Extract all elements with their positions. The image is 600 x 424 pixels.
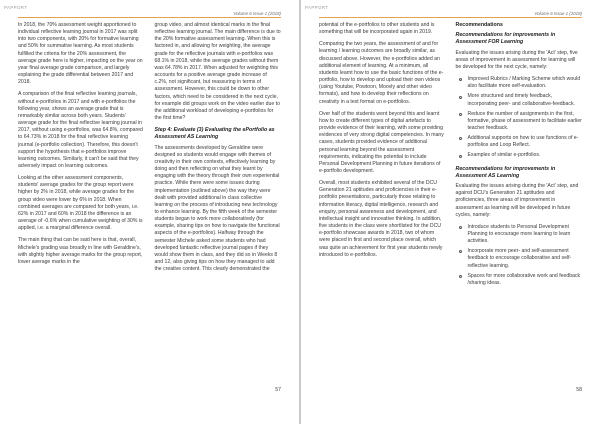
journal-brand: PAPPORT (305, 5, 329, 10)
paragraph: Evaluating the issues arising during the 'Act' step, five areas of improvement in assessment for learning will be developed for the next cycle, namely: (455, 49, 578, 70)
paragraph: The assessments developed by Geraldine were designed so students would engage with themes of creativity in their own contexts, effectively learning by doing and then reflecting on what they learnt by engaging with the theory through their own experiential practice. While there were some issues during implementation (outlined above) the way they were dealt with provided additional in class collective learning on the process of introducing new technology to enhance learning. By the fifth week of the semester students began to work more collaboratively (for example, sharing tips on how to navigate the functional aspects of the e-portfolios). Halfway through the semester Michele asked some students who had developed fantastic reflective journal pages if they would show them in class, and they did so in Weeks 8 and 12, also giving tips on how they managed to add the creative content. This clearly demonstrated the (154, 144, 280, 273)
list-item-text: Spaces for more collaborative work and feedback /sharing ideas. (467, 272, 581, 286)
bullet-circle-icon (459, 250, 462, 253)
recommendation-list-for-learning (456, 76, 583, 160)
paragraph: Comparing the two years, the assessment of and for learning / learning outcomes are broadly similar, as discussed above. However, the e-portfolios added an additional element of learning. At a minimum, all students learnt how to use the basic functions of the e-portfolio, how to develop and upload their own videos (using Youtube, Powtoon, Moovly and other video formats), and how to develop their reflections on creativity in a text format on e-portfolios. (319, 41, 444, 105)
list-item (456, 248, 583, 269)
paragraph: Looking at the other assessment components, students' average grades for the group report were higher by 2% in 2018, while average grades for the group video were lower by 6% in 2018. When combined averages are compared for both years, i.e. 62% in 2017 and 60% in 2018 the difference is an average of -0.6% when cumulative weighting of 30% is applied, i.e. a marginal difference overall. (18, 175, 143, 232)
list-item-text: Reduce the number of assignments in the first, formative, phase of assessment to facilitate earlier teacher feedback. (467, 110, 582, 132)
right-page (301, 0, 600, 424)
paragraph: The main thing that can be said here is that, overall, Michele's grading was broadly in line with Geraldine's, with slightly higher average marks for the group report, lower average marks in the (18, 237, 143, 265)
paragraph: A comparison of the final reflective learning journals, without e-portfolios in 2017 and with e-portfolios the following year, shows an average grade that is remarkably similar across both years. Students' average grade for the final reflective learning journal in 2017, without using e-portfolios, was 64.8%, compared to 64.73% in 2018 for the final reflective learning journal (e-portfolio collection). Therefore, this doesn't support the hypothesis that e-portfolios improve learning outcomes. Similarly, it can't be said that they adversely impact on learning outcomes. (18, 91, 143, 169)
list-item-text: More structured and timely feedback, incorporating peer- and collaborative-feedback. (467, 93, 575, 107)
list-item (456, 93, 583, 107)
volume-label: Volume 6 Issue 1 (2018) (233, 11, 281, 16)
paragraph: Evaluating the issues arising during the 'Act' step, and against DCU's Generation 21 aptitudes and proficiencies, three areas of improvement in assessment as learning will be developed in future cycles, namely: (455, 183, 579, 218)
paragraph: group video, and almost identical marks in the final reflective learning journal. The main difference is due to the 20% formative assessment learning. When this is factored in, and allowing for weighting, the average grade for the reflective journals with e-portfolios was 68.1% in 2018, while the average grades without them was 64.78% in 2017. When adjusted for weighting this accounts for a positive average grade increase of c.2%, not significant, but reassuring in terms of assessment. However, this could be down to other factors, which need to be considered in the next cycle, for example did groups work on the video earlier due to the additional workload of developing e-portfolios for the first time? (154, 22, 281, 122)
section-heading: Recommendations (455, 22, 503, 28)
header-rule (18, 17, 281, 18)
header-rule (319, 17, 582, 18)
paragraph: Over half of the students went beyond this and learnt how to create different types of digital artefacts to provide evidence of their learning, with some providing evidences of very strong digital competencies. In many cases, students provided evidence of additional personal learning beyond the assessment requirements, indicating the potential to include Personal Development Planning in future iterations of e-portfolio development. (319, 110, 444, 174)
list-item (456, 111, 583, 132)
subsection-heading: Recommendations for improvements in Assessment FOR Learning (455, 32, 556, 46)
bullet-circle-icon (459, 113, 462, 116)
list-item-text: Examples of similar e-portfolios. (467, 152, 541, 159)
right-page-columns (319, 22, 582, 424)
list-item-text: Introduce students to Personal Development Planning to encourage more learning to learn activities. (467, 223, 571, 245)
list-item-text: Improved Rubrics / Marking Scheme which would also facilitate more self-evaluation. (467, 76, 581, 90)
page-number: 57 (275, 387, 281, 393)
recommendation-list-as-learning (456, 224, 583, 287)
bullet-circle-icon (459, 226, 462, 229)
subsection-heading: Recommendations for improvements in Assessment AS Learning (455, 165, 556, 179)
bullet-circle-icon (459, 96, 462, 99)
bullet-circle-icon (459, 275, 462, 278)
paragraph: potential of the e-portfolios to other students and is something that will be incorporated again in 2019. (319, 22, 435, 36)
volume-label: Volume 6 Issue 1 (2018) (534, 11, 582, 16)
right-col-1 (319, 22, 446, 424)
bullet-circle-icon (459, 137, 462, 140)
right-col-2 (456, 22, 583, 424)
bullet-circle-icon (459, 78, 462, 81)
bullet-circle-icon (459, 155, 462, 158)
section-heading: Step 4: Evaluate (3) Evaluating the ePortfolio as Assessment AS Learning (154, 127, 275, 141)
list-item-text: Additional supports on how to use functions of e-portfolios and Loop Reflect. (467, 135, 579, 149)
list-item (456, 273, 583, 287)
page-number: 58 (576, 387, 582, 393)
left-page-columns (18, 22, 281, 424)
left-page (0, 0, 299, 424)
list-item (456, 224, 583, 245)
list-item (456, 76, 583, 90)
paragraph: In 2018, the 70% assessment weight apportioned to individual reflective learning journal in 2017 was split into two components, with 20% for formative learning and 50% for summative learning. As most students fulfilled the criteria for the 20% assessment, the average grade here is higher, impacting on the year on year final average grade comparison, and largely explaining the grade differential between 2017 and 2018. (18, 22, 143, 86)
list-item-text: Incorporate more peer- and self-assessment feedback to encourage collaborative and self-reflective learning. (467, 248, 572, 269)
list-item (456, 135, 583, 149)
left-col-1 (18, 22, 145, 424)
left-col-2 (155, 22, 282, 424)
journal-brand: PAPPORT (4, 5, 28, 10)
paragraph: Overall, most students exhibited several of the DCU Generation 21 aptitudes and proficiencies in their e-portfolio presentations, particularly those relating to information literacy, digital intelligence, research and enquiry, personal awareness and development, and intellectual insight and innovative thinking. In addition, five students in the class were shortlisted for the DCU e-portfolio showcase awards in 2018, two of whom were placed in first and second place overall, which was quite an achievement for first year students newly introduced to e-portfolios. (319, 180, 443, 258)
list-item (456, 152, 583, 159)
